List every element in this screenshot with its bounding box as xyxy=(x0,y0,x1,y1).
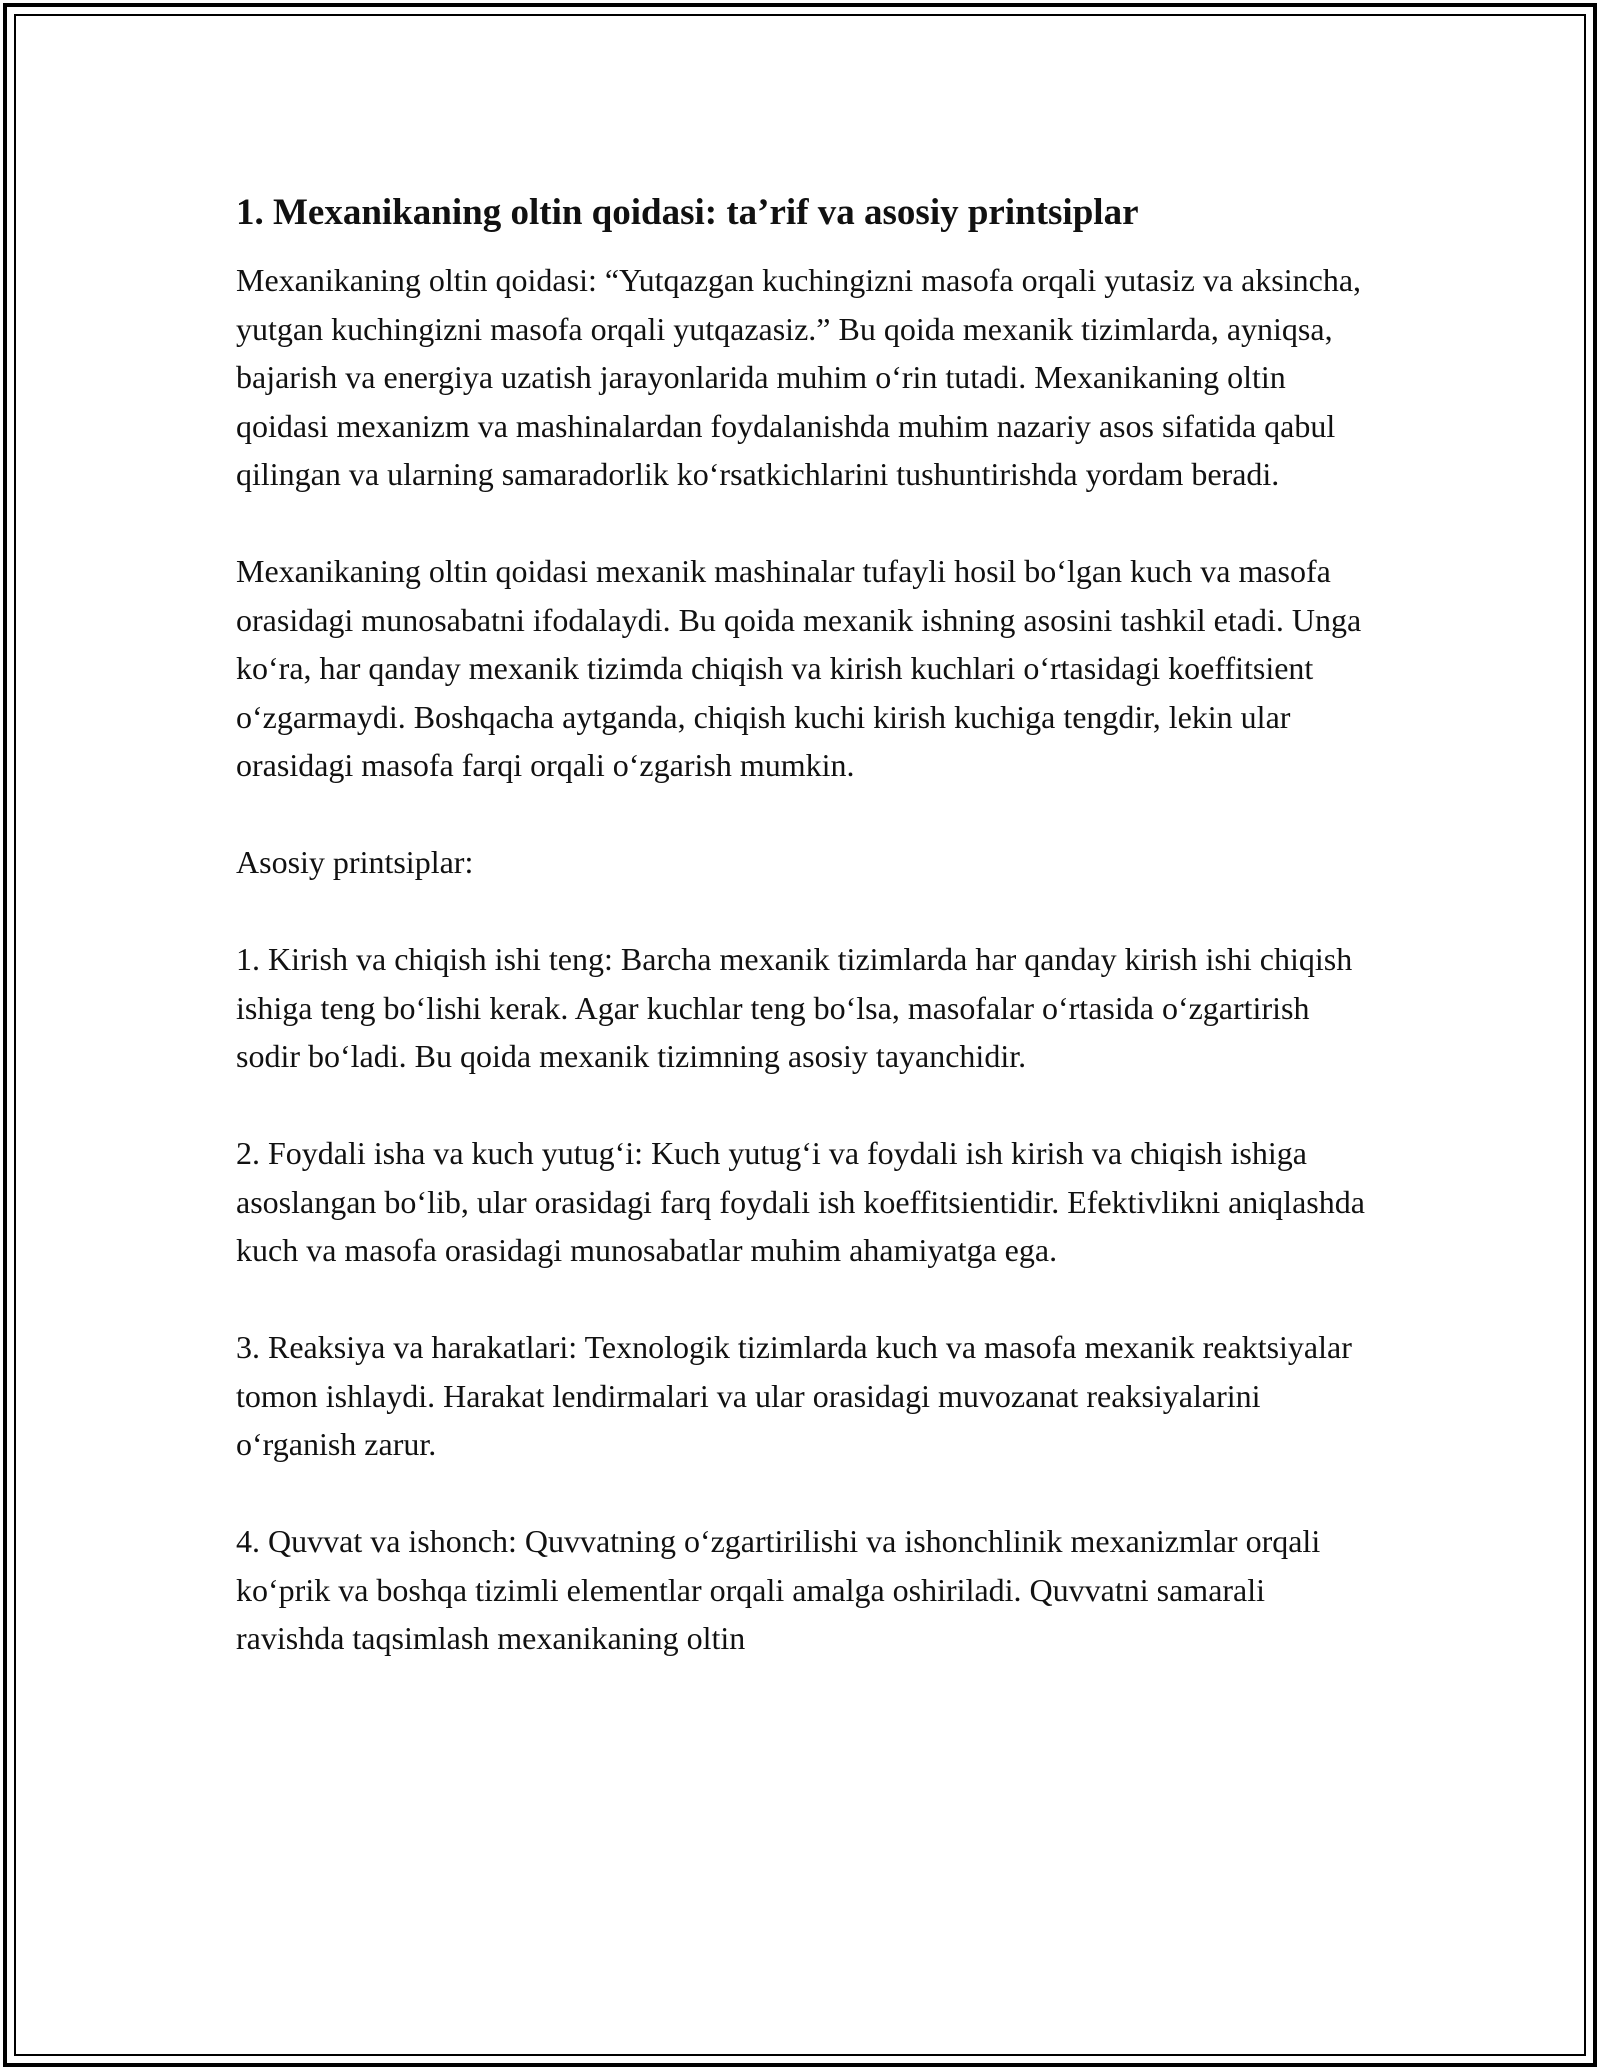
section-heading: 1. Mexanikaning oltin qoidasi: ta’rif va asosiy printsiplar xyxy=(236,192,1139,233)
principle-item-3: 3. Reaksiya va harakatlari: Texnologik tizimlarda kuch va masofa mexanik reaktsiyalar tomon ishlaydi. Harakat lendirmalari va ular orasidagi muvozanat reaksiyalarini oʻrganish zarur. xyxy=(236,1329,1352,1462)
principle-item-1: 1. Kirish va chiqish ishi teng: Barcha mexanik tizimlarda har qanday kirish ishi chiqish ishiga teng boʻlishi kerak. Agar kuchlar teng boʻlsa, masofalar oʻrtasida oʻzgartirish sodir boʻladi. Bu qoida mexanik tizimning asosiy tayanchidir. xyxy=(236,941,1353,1074)
paragraph-relationship: Mexanikaning oltin qoidasi mexanik mashinalar tufayli hosil boʻlgan kuch va masofa orasidagi munosabatni ifodalaydi. Bu qoida mexanik ishning asosini tashkil etadi. Unga koʻra, har qanday mexanik tizimda chiqish va kirish kuchlari oʻrtasidagi koeffitsient oʻzgarmaydi. Boshqacha aytganda, chiqish kuchi kirish kuchiga tengdir, lekin ular orasidagi masofa farqi orqali oʻzgarish mumkin. xyxy=(236,553,1362,783)
paragraph-definition: Mexanikaning oltin qoidasi: “Yutqazgan kuchingizni masofa orqali yutasiz va aksincha, yutgan kuchingizni masofa orqali yutqazasiz.” Bu qoida mexanik tizimlarda, ayniqsa, bajarish va energiya uzatish jarayonlarida muhim oʻrin tutadi. Mexanikaning oltin qoidasi mexanizm va mashinalardan foydalanishda muhim nazariy asos sifatida qabul qilingan va ularning samaradorlik koʻrsatkichlarini tushuntirishda yordam beradi. xyxy=(236,262,1362,492)
principle-item-4: 4. Quvvat va ishonch: Quvvatning oʻzgartirilishi va ishonchlinik mexanizmlar orqali koʻprik va boshqa tizimli elementlar orqali amalga oshiriladi. Quvvatni samarali ravishda taqsimlash mexanikaning oltin xyxy=(236,1523,1321,1656)
principle-item-2: 2. Foydali isha va kuch yutugʻi: Kuch yutugʻi va foydali ish kirish va chiqish ishiga asoslangan boʻlib, ular orasidagi farq foydali ish koeffitsientidir. Efektivlikni aniqlashda kuch va masofa orasidagi munosabatlar muhim ahamiyatga ega. xyxy=(236,1135,1365,1268)
principles-label: Asosiy printsiplar: xyxy=(236,844,474,880)
document-body xyxy=(236,186,1376,1711)
